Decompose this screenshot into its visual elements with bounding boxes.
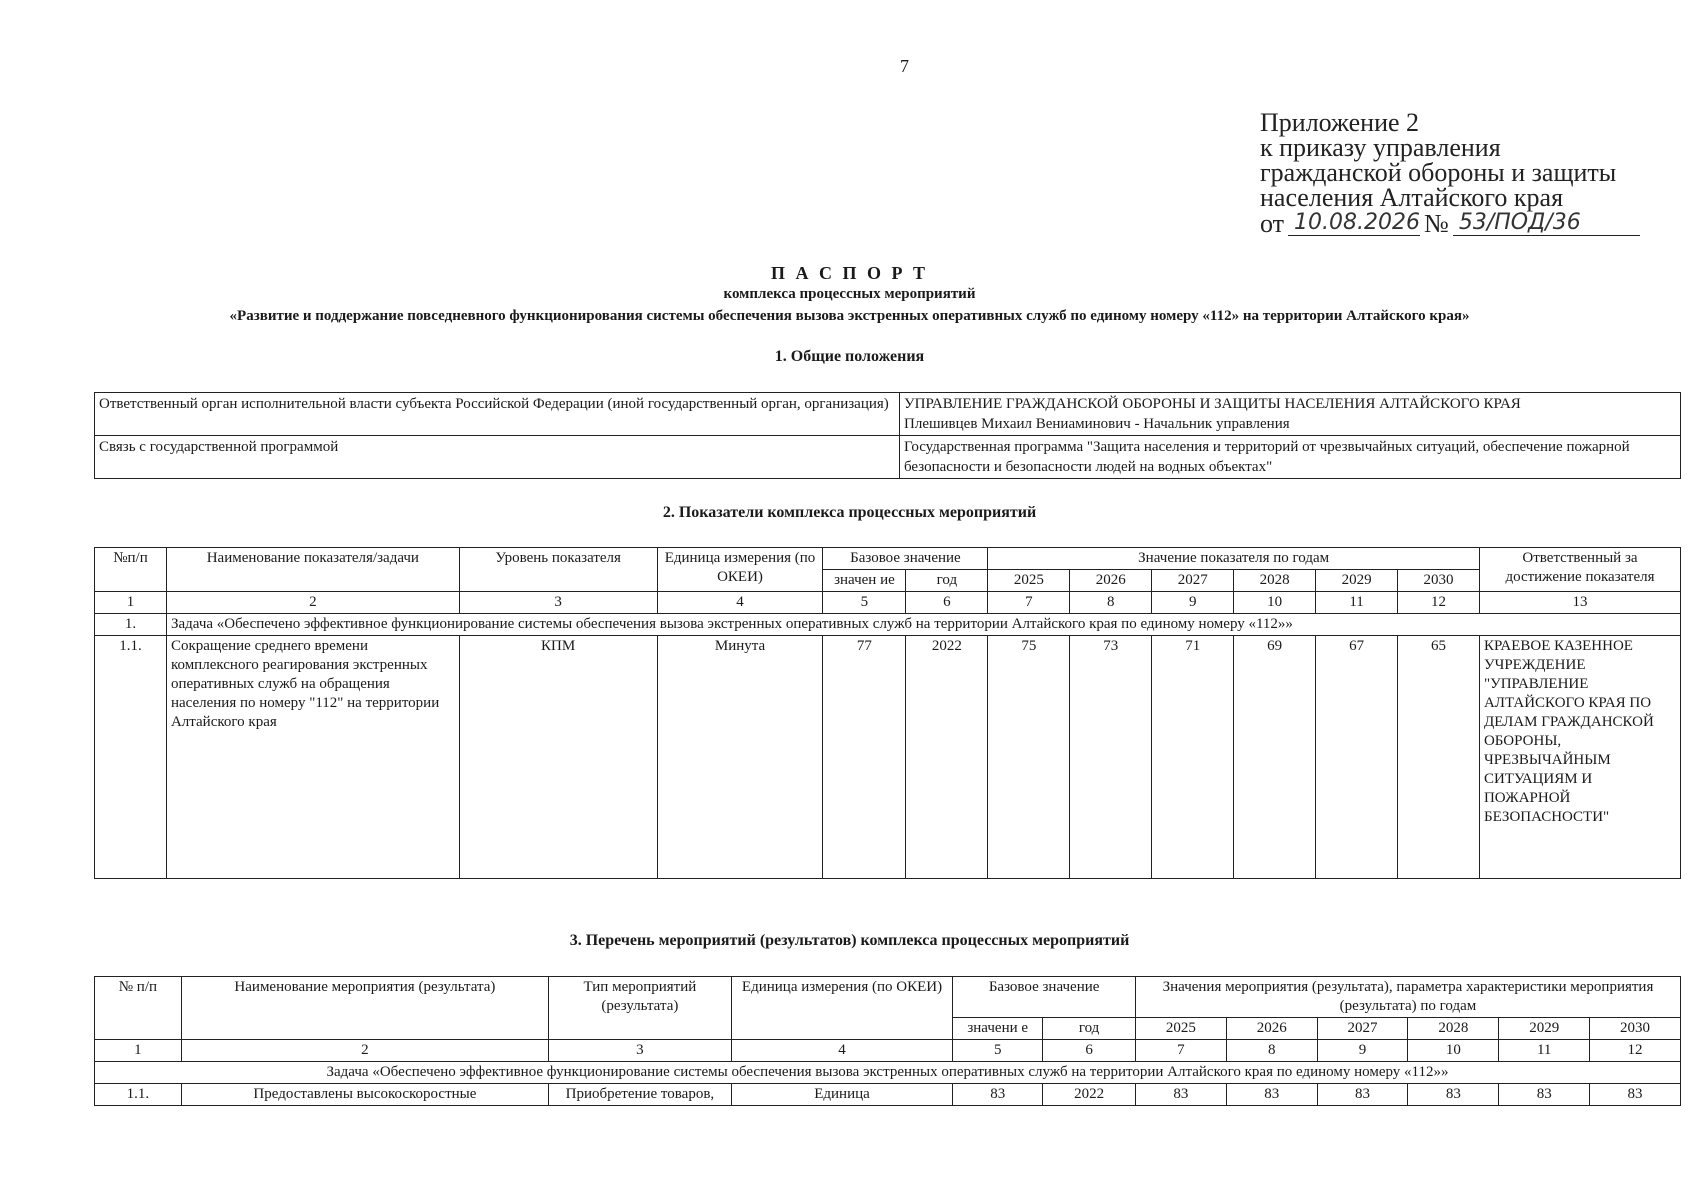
header-year: 2029 bbox=[1316, 570, 1398, 592]
indicator-level: КПМ bbox=[459, 636, 657, 879]
base-value: 77 bbox=[823, 636, 906, 879]
year-value: 65 bbox=[1398, 636, 1480, 879]
appendix-block bbox=[1260, 110, 1655, 236]
column-number: 10 bbox=[1234, 592, 1316, 614]
appendix-line: к приказу управления bbox=[1260, 133, 1501, 162]
header-year: 2028 bbox=[1408, 1018, 1499, 1040]
year-value: 75 bbox=[988, 636, 1070, 879]
header-year: 2026 bbox=[1226, 1018, 1317, 1040]
column-number: 5 bbox=[823, 592, 906, 614]
column-number-row bbox=[95, 1040, 1681, 1062]
header-base: Базовое значение bbox=[823, 548, 988, 570]
header-year: 2030 bbox=[1590, 1018, 1681, 1040]
page-number: 7 bbox=[900, 56, 909, 76]
header-base-year: год bbox=[906, 570, 988, 592]
appendix-line: населения Алтайского края bbox=[1260, 183, 1564, 212]
column-number: 5 bbox=[953, 1040, 1043, 1062]
column-number: 11 bbox=[1316, 592, 1398, 614]
column-number: 13 bbox=[1479, 592, 1680, 614]
task-text: Задача «Обеспечено эффективное функционирование системы обеспечения вызова экстренных оперативных служб на территории Алтайского края по единому номеру «112»» bbox=[166, 614, 1680, 636]
header-base-year: год bbox=[1043, 1018, 1136, 1040]
header-year: 2027 bbox=[1152, 570, 1234, 592]
appendix-line: Приложение 2 bbox=[1260, 108, 1420, 137]
table-header-row bbox=[95, 548, 1681, 570]
column-number: 8 bbox=[1070, 592, 1152, 614]
base-year: 2022 bbox=[906, 636, 988, 879]
header-by-years: Значения мероприятия (результата), параметра характеристики мероприятия (результата) по годам bbox=[1135, 977, 1680, 1018]
base-value: 83 bbox=[953, 1084, 1043, 1106]
year-value: 83 bbox=[1226, 1084, 1317, 1106]
activity-type: Приобретение товаров, bbox=[549, 1084, 732, 1106]
header-name: Наименование мероприятия (результата) bbox=[181, 977, 548, 1040]
responsible-head: Плешивцев Михаил Вениаминович - Начальник управления bbox=[904, 416, 1290, 432]
column-number: 8 bbox=[1226, 1040, 1317, 1062]
header-year: 2029 bbox=[1499, 1018, 1590, 1040]
row-num: 1.1. bbox=[95, 636, 167, 879]
indicator-unit: Минута bbox=[657, 636, 823, 879]
appendix-line: гражданской обороны и защиты bbox=[1260, 158, 1617, 187]
header-year: 2027 bbox=[1317, 1018, 1408, 1040]
header-num: № п/п bbox=[95, 977, 182, 1040]
year-value: 83 bbox=[1408, 1084, 1499, 1106]
task-row bbox=[95, 614, 1681, 636]
row-value bbox=[900, 393, 1681, 436]
section3-heading: 3. Перечень мероприятий (результатов) комплекса процессных мероприятий bbox=[569, 932, 1130, 949]
activity-name: Предоставлены высокоскоростные bbox=[181, 1084, 548, 1106]
column-number: 3 bbox=[549, 1040, 732, 1062]
year-value: 69 bbox=[1234, 636, 1316, 879]
table-row bbox=[95, 393, 1681, 436]
header-responsible: Ответственный за достижение показателя bbox=[1479, 548, 1680, 592]
year-value: 83 bbox=[1499, 1084, 1590, 1106]
section2-heading: 2. Показатели комплекса процессных мероприятий bbox=[662, 504, 1037, 521]
header-year: 2028 bbox=[1234, 570, 1316, 592]
year-value: 67 bbox=[1316, 636, 1398, 879]
handwritten-date: 10.08.2026 bbox=[1288, 210, 1420, 236]
passport-title bbox=[0, 263, 1699, 325]
column-number: 4 bbox=[657, 592, 823, 614]
number-prefix: № bbox=[1424, 209, 1449, 238]
base-year: 2022 bbox=[1043, 1084, 1136, 1106]
column-number: 7 bbox=[1135, 1040, 1226, 1062]
header-year: 2026 bbox=[1070, 570, 1152, 592]
column-number: 1 bbox=[95, 1040, 182, 1062]
title-main: П А С П О Р Т bbox=[770, 263, 928, 283]
task-row bbox=[95, 1062, 1681, 1084]
column-number: 12 bbox=[1398, 592, 1480, 614]
row-label: Ответственный орган исполнительной власти субъекта Российской Федерации (иной государственный орган, организация) bbox=[95, 393, 900, 436]
task-num: 1. bbox=[95, 614, 167, 636]
column-number: 7 bbox=[988, 592, 1070, 614]
column-number: 9 bbox=[1317, 1040, 1408, 1062]
header-year: 2030 bbox=[1398, 570, 1480, 592]
header-base: Базовое значение bbox=[953, 977, 1136, 1018]
column-number: 12 bbox=[1590, 1040, 1681, 1062]
column-number: 1 bbox=[95, 592, 167, 614]
column-number: 3 bbox=[459, 592, 657, 614]
header-base-value: значени е bbox=[953, 1018, 1043, 1040]
indicators-table bbox=[94, 547, 1681, 879]
row-num: 1.1. bbox=[95, 1084, 182, 1106]
row-label: Связь с государственной программой bbox=[95, 436, 900, 479]
header-level: Уровень показателя bbox=[459, 548, 657, 592]
year-value: 83 bbox=[1135, 1084, 1226, 1106]
date-prefix: от bbox=[1260, 209, 1285, 238]
activity-unit: Единица bbox=[731, 1084, 953, 1106]
activities-table bbox=[94, 976, 1681, 1106]
title-sub: комплекса процессных мероприятий bbox=[723, 286, 976, 302]
column-number-row bbox=[95, 592, 1681, 614]
year-value: 83 bbox=[1590, 1084, 1681, 1106]
column-number: 11 bbox=[1499, 1040, 1590, 1062]
responsible-org: КРАЕВОЕ КАЗЕННОЕ УЧРЕЖДЕНИЕ "УПРАВЛЕНИЕ АЛТАЙСКОГО КРАЯ ПО ДЕЛАМ ГРАЖДАНСКОЙ ОБОРОНЫ, ЧРЕЗВЫЧАЙНЫМ СИТУАЦИЯМ И ПОЖАРНОЙ БЕЗОПАСНОСТИ" bbox=[1479, 636, 1680, 879]
header-type: Тип мероприятий (результата) bbox=[549, 977, 732, 1040]
year-value: 71 bbox=[1152, 636, 1234, 879]
table-row bbox=[95, 1084, 1681, 1106]
title-program: «Развитие и поддержание повседневного функционирования системы обеспечения вызова экстренных оперативных служб по единому номеру «112» на территории Алтайского края» bbox=[229, 308, 1470, 324]
header-unit: Единица измерения (по ОКЕИ) bbox=[657, 548, 823, 592]
column-number: 2 bbox=[181, 1040, 548, 1062]
column-number: 6 bbox=[906, 592, 988, 614]
header-name: Наименование показателя/задачи bbox=[166, 548, 459, 592]
column-number: 2 bbox=[166, 592, 459, 614]
indicator-name: Сокращение среднего времени комплексного реагирования экстренных оперативных служб на обращения населения по номеру "112" на территории Алтайского края bbox=[166, 636, 459, 879]
header-by-years: Значение показателя по годам bbox=[988, 548, 1480, 570]
year-value: 73 bbox=[1070, 636, 1152, 879]
column-number: 10 bbox=[1408, 1040, 1499, 1062]
table-row bbox=[95, 636, 1681, 879]
column-number: 6 bbox=[1043, 1040, 1136, 1062]
header-year: 2025 bbox=[1135, 1018, 1226, 1040]
table-row bbox=[95, 436, 1681, 479]
header-year: 2025 bbox=[988, 570, 1070, 592]
row-value: Государственная программа "Защита населения и территорий от чрезвычайных ситуаций, обеспечение пожарной безопасности и безопасности людей на водных объектах" bbox=[900, 436, 1681, 479]
order-date-number bbox=[1260, 210, 1655, 236]
header-num: №п/п bbox=[95, 548, 167, 592]
column-number: 9 bbox=[1152, 592, 1234, 614]
column-number: 4 bbox=[731, 1040, 953, 1062]
year-value: 83 bbox=[1317, 1084, 1408, 1106]
general-provisions-table bbox=[94, 392, 1681, 479]
header-unit: Единица измерения (по ОКЕИ) bbox=[731, 977, 953, 1040]
responsible-agency: УПРАВЛЕНИЕ ГРАЖДАНСКОЙ ОБОРОНЫ И ЗАЩИТЫ НАСЕЛЕНИЯ АЛТАЙСКОГО КРАЯ bbox=[904, 396, 1521, 412]
header-base-value: значен ие bbox=[823, 570, 906, 592]
section1-heading: 1. Общие положения bbox=[774, 348, 925, 365]
table-header-row bbox=[95, 977, 1681, 1018]
task-text: Задача «Обеспечено эффективное функционирование системы обеспечения вызова экстренных оперативных служб на территории Алтайского края по единому номеру «112»» bbox=[95, 1062, 1681, 1084]
handwritten-number: 53/ПОД/36 bbox=[1453, 210, 1640, 236]
